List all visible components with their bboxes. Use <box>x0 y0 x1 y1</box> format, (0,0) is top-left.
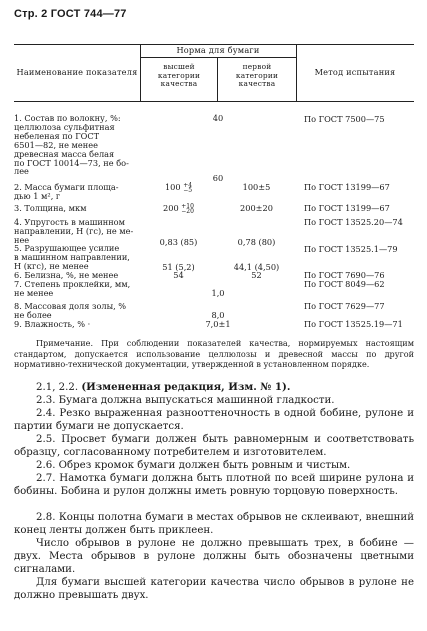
row-4-value-first: 0,78 (80) <box>237 237 276 247</box>
row-9-value: 7,0±1 <box>205 319 231 329</box>
table-row-indicator-9: 9. Влажность, % · <box>14 319 91 329</box>
paragraph-2-1-2-2: 2.1, 2.2. (Измененная редакция, Изм. № 1). <box>36 381 291 393</box>
table-row-indicator-1: 1. Состав по волокну, %: целлюлоза сульфитная небеленая по ГОСТ 6501—82, не менее древесная масса белая по ГОСТ 10014—73, не бо- лее <box>14 113 129 177</box>
paragraph-2-5: 2.5. Просвет бумаги должен быть равномерным и соответствовать образцу, согласованному потребителем и изготовителем. <box>14 434 414 459</box>
table-row-indicator-4: 4. Упругость в машинном направлении, Н (гс), не ме- нее <box>14 217 134 245</box>
column-header-indicator: Наименование показателя <box>16 67 138 77</box>
row-6-value-first: 52 <box>251 270 262 280</box>
row-7-value: 1,0 <box>211 288 225 298</box>
column-header-first-category: первой категории качества <box>235 62 279 88</box>
table-row-indicator-8: 8. Массовая доля золы, % не более <box>14 301 127 320</box>
row-8-value: 8,0 <box>211 310 225 320</box>
row-2-method: По ГОСТ 13199—67 <box>304 182 390 192</box>
column-header-method: Метод испытания <box>314 67 396 77</box>
row-5-value-first: 44,1 (4,50) <box>233 262 280 272</box>
row-3-value-first: 200±20 <box>240 203 273 213</box>
table-row-indicator-5: 5. Разрушающее усилие в машинном направлении, Н (кгс), не менее <box>14 243 130 271</box>
row-2-value-first: 100±5 <box>242 182 271 192</box>
row-3-method: По ГОСТ 13199—67 <box>304 203 390 213</box>
table-note: Примечание. При соблюдении показателей качества, нормируемых настоящим стандартом, допускается использование целлюлозы и древесной массы по другой нормативно-технической документации, утвержденной в установленном порядке. <box>14 338 414 370</box>
column-header-highest-category: высшей категории качества <box>157 62 201 88</box>
row-6-value-highest: 54 <box>173 270 184 280</box>
row-5-value-highest: 51 (5,2) <box>162 262 195 272</box>
table-row-indicator-2: 2. Масса бумаги площа- дью 1 м², г <box>14 182 119 201</box>
table-row-indicator-3: 3. Толщина, мкм <box>14 203 87 213</box>
paragraph-2-6: 2.6. Обрез кромок бумаги должен быть ровным и чистым. <box>36 460 351 471</box>
row-3-value-highest: 200 +10 −20 <box>163 203 194 215</box>
column-header-norm: Норма для бумаги <box>176 45 260 55</box>
row-1-value-cellulose: 40 <box>212 113 224 123</box>
page-header: Стр. 2 ГОСТ 744—77 <box>14 8 127 20</box>
paragraph-2-7: 2.7. Намотка бумаги должна быть плотной по всей ширине рулона и бобины. Бобина и рулон должны иметь ровную торцовую поверхность. <box>14 473 414 498</box>
paragraph-breaks-count: Число обрывов в рулоне не должно превышать трех, в бобине — двух. Места обрывов в рулоне должны быть обозначены цветными сигналами. <box>14 538 414 576</box>
row-6-method: По ГОСТ 7690—76 <box>304 270 385 280</box>
table-row-indicator-7: 7. Степень проклейки, мм, не менее <box>14 279 131 298</box>
row-7-method: По ГОСТ 8049—62 <box>304 279 385 289</box>
row-1-method: По ГОСТ 7500—75 <box>304 114 385 124</box>
paragraph-2-3: 2.3. Бумага должна выпускаться машинной гладкости. <box>36 395 335 406</box>
paragraph-2-8: 2.8. Концы полотна бумаги в местах обрывов не склеивают, внешний конец ленты должен быть приклеен. <box>14 512 414 537</box>
row-5-method: По ГОСТ 13525.1—79 <box>304 244 398 254</box>
table-row-indicator-6: 6. Белизна, %, не менее <box>14 270 119 280</box>
row-4-method: По ГОСТ 13525.20—74 <box>304 217 403 227</box>
paragraph-2-4: 2.4. Резко выраженная разнооттеночность в одной бобине, рулоне и партии бумаги не допускается. <box>14 408 414 433</box>
row-9-method: По ГОСТ 13525.19—71 <box>304 319 403 329</box>
paragraph-highest-category-breaks: Для бумаги высшей категории качества число обрывов в рулоне не должно превышать двух. <box>14 577 414 602</box>
row-8-method: По ГОСТ 7629—77 <box>304 301 385 311</box>
row-1-value-wood-pulp: 60 <box>212 173 224 183</box>
row-2-value-highest: 100 +4 −5 <box>164 182 193 194</box>
row-4-value-highest: 0,83 (85) <box>159 237 198 247</box>
